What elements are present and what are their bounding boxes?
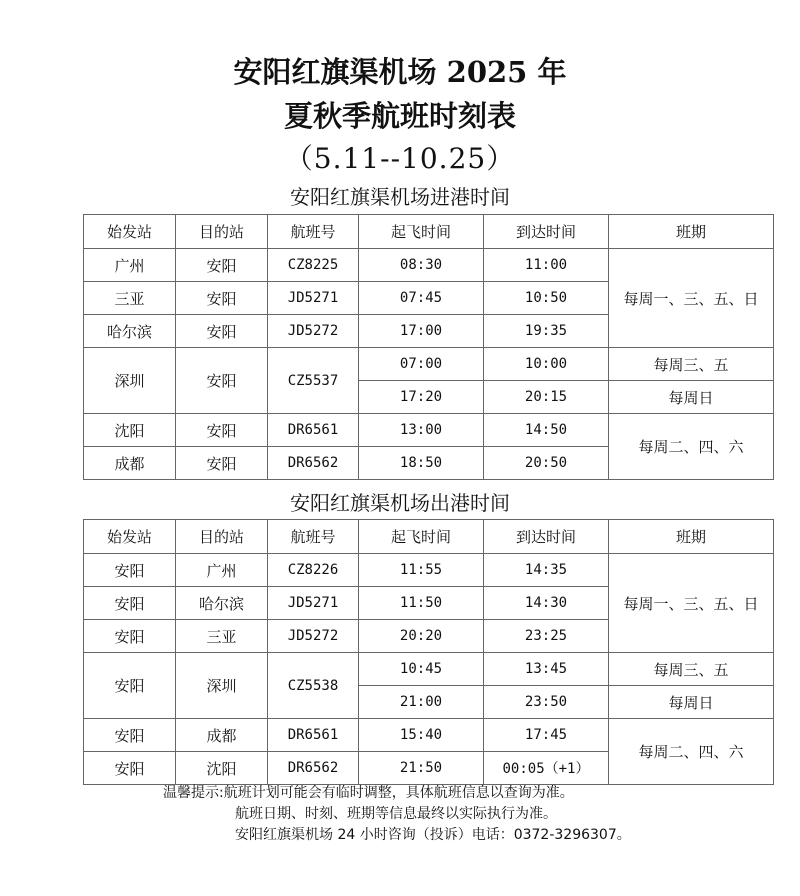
cell-arrival-time: 14:35 <box>484 554 609 587</box>
cell-arrival-time: 23:50 <box>484 686 609 719</box>
cell-departure-time: 08:30 <box>359 249 484 282</box>
cell-schedule: 每周二、四、六 <box>609 719 774 785</box>
cell-schedule: 每周三、五 <box>609 348 774 381</box>
cell-flight-no: DR6561 <box>268 719 359 752</box>
cell-departure-time: 15:40 <box>359 719 484 752</box>
header-flight-no: 航班号 <box>268 520 359 554</box>
cell-departure-time: 13:00 <box>359 414 484 447</box>
table-row <box>84 249 774 282</box>
cell-destination: 安阳 <box>176 282 268 315</box>
cell-destination: 安阳 <box>176 348 268 414</box>
notes <box>163 783 631 846</box>
cell-departure-time: 21:50 <box>359 752 484 785</box>
cell-origin: 深圳 <box>84 348 176 414</box>
cell-origin: 沈阳 <box>84 414 176 447</box>
note-line: 温馨提示:航班计划可能会有临时调整，具体航班信息以查询为准。 <box>163 785 574 801</box>
cell-destination: 哈尔滨 <box>176 587 268 620</box>
cell-destination: 沈阳 <box>176 752 268 785</box>
cell-departure-time: 07:00 <box>359 348 484 381</box>
cell-arrival-time: 20:15 <box>484 381 609 414</box>
cell-origin: 哈尔滨 <box>84 315 176 348</box>
cell-origin: 三亚 <box>84 282 176 315</box>
cell-arrival-time: 13:45 <box>484 653 609 686</box>
header-destination: 目的站 <box>176 215 268 249</box>
cell-destination: 安阳 <box>176 315 268 348</box>
cell-schedule: 每周日 <box>609 381 774 414</box>
date-range: （5.11--10.25） <box>284 142 516 175</box>
arrivals-heading: 安阳红旗渠机场进港时间 <box>290 185 510 209</box>
table-row <box>84 414 774 447</box>
cell-departure-time: 20:20 <box>359 620 484 653</box>
cell-departure-time: 18:50 <box>359 447 484 480</box>
header-schedule: 班期 <box>609 215 774 249</box>
cell-schedule: 每周日 <box>609 686 774 719</box>
cell-arrival-time: 14:30 <box>484 587 609 620</box>
cell-departure-time: 11:55 <box>359 554 484 587</box>
header-departure-time: 起飞时间 <box>359 215 484 249</box>
table-header-row <box>84 520 774 554</box>
cell-flight-no: JD5271 <box>268 282 359 315</box>
cell-departure-time: 17:00 <box>359 315 484 348</box>
cell-departure-time: 17:20 <box>359 381 484 414</box>
cell-schedule: 每周一、三、五、日 <box>609 249 774 348</box>
cell-flight-no: JD5272 <box>268 315 359 348</box>
table-row <box>84 348 774 381</box>
cell-departure-time: 07:45 <box>359 282 484 315</box>
cell-arrival-time: 23:25 <box>484 620 609 653</box>
cell-departure-time: 11:50 <box>359 587 484 620</box>
cell-flight-no: CZ5537 <box>268 348 359 414</box>
cell-flight-no: CZ8225 <box>268 249 359 282</box>
table-row <box>84 719 774 752</box>
page-title: 安阳红旗渠机场 2025 年 <box>233 55 567 89</box>
cell-arrival-time: 00:05（+1） <box>484 752 609 785</box>
cell-flight-no: DR6561 <box>268 414 359 447</box>
cell-arrival-time: 17:45 <box>484 719 609 752</box>
cell-arrival-time: 19:35 <box>484 315 609 348</box>
cell-destination: 安阳 <box>176 414 268 447</box>
cell-flight-no: JD5271 <box>268 587 359 620</box>
note-line: 航班日期、时刻、班期等信息最终以实际执行为准。 <box>235 806 557 822</box>
cell-flight-no: JD5272 <box>268 620 359 653</box>
header-origin: 始发站 <box>84 215 176 249</box>
cell-flight-no: DR6562 <box>268 447 359 480</box>
cell-origin: 安阳 <box>84 554 176 587</box>
header-origin: 始发站 <box>84 520 176 554</box>
page-subtitle: 夏秋季航班时刻表 <box>283 99 516 133</box>
cell-arrival-time: 11:00 <box>484 249 609 282</box>
cell-schedule: 每周二、四、六 <box>609 414 774 480</box>
cell-origin: 安阳 <box>84 719 176 752</box>
cell-origin: 广州 <box>84 249 176 282</box>
cell-schedule: 每周三、五 <box>609 653 774 686</box>
departures-heading: 安阳红旗渠机场出港时间 <box>290 491 510 515</box>
cell-departure-time: 21:00 <box>359 686 484 719</box>
table-row <box>84 653 774 686</box>
header-schedule: 班期 <box>609 520 774 554</box>
cell-origin: 安阳 <box>84 620 176 653</box>
cell-arrival-time: 20:50 <box>484 447 609 480</box>
header-arrival-time: 到达时间 <box>484 215 609 249</box>
table-header-row <box>84 215 774 249</box>
cell-arrival-time: 14:50 <box>484 414 609 447</box>
cell-destination: 深圳 <box>176 653 268 719</box>
arrivals-table <box>83 214 774 480</box>
header-destination: 目的站 <box>176 520 268 554</box>
note-line: 安阳红旗渠机场 24 小时咨询（投诉）电话：0372-3296307。 <box>235 827 631 843</box>
cell-flight-no: CZ5538 <box>268 653 359 719</box>
cell-destination: 安阳 <box>176 249 268 282</box>
header-flight-no: 航班号 <box>268 215 359 249</box>
header-arrival-time: 到达时间 <box>484 520 609 554</box>
header-departure-time: 起飞时间 <box>359 520 484 554</box>
cell-arrival-time: 10:50 <box>484 282 609 315</box>
departures-table <box>83 519 774 785</box>
table-row <box>84 554 774 587</box>
cell-origin: 安阳 <box>84 653 176 719</box>
cell-origin: 成都 <box>84 447 176 480</box>
cell-destination: 成都 <box>176 719 268 752</box>
cell-arrival-time: 10:00 <box>484 348 609 381</box>
cell-departure-time: 10:45 <box>359 653 484 686</box>
cell-flight-no: CZ8226 <box>268 554 359 587</box>
cell-destination: 三亚 <box>176 620 268 653</box>
cell-schedule: 每周一、三、五、日 <box>609 554 774 653</box>
cell-destination: 广州 <box>176 554 268 587</box>
cell-destination: 安阳 <box>176 447 268 480</box>
cell-origin: 安阳 <box>84 587 176 620</box>
cell-origin: 安阳 <box>84 752 176 785</box>
cell-flight-no: DR6562 <box>268 752 359 785</box>
